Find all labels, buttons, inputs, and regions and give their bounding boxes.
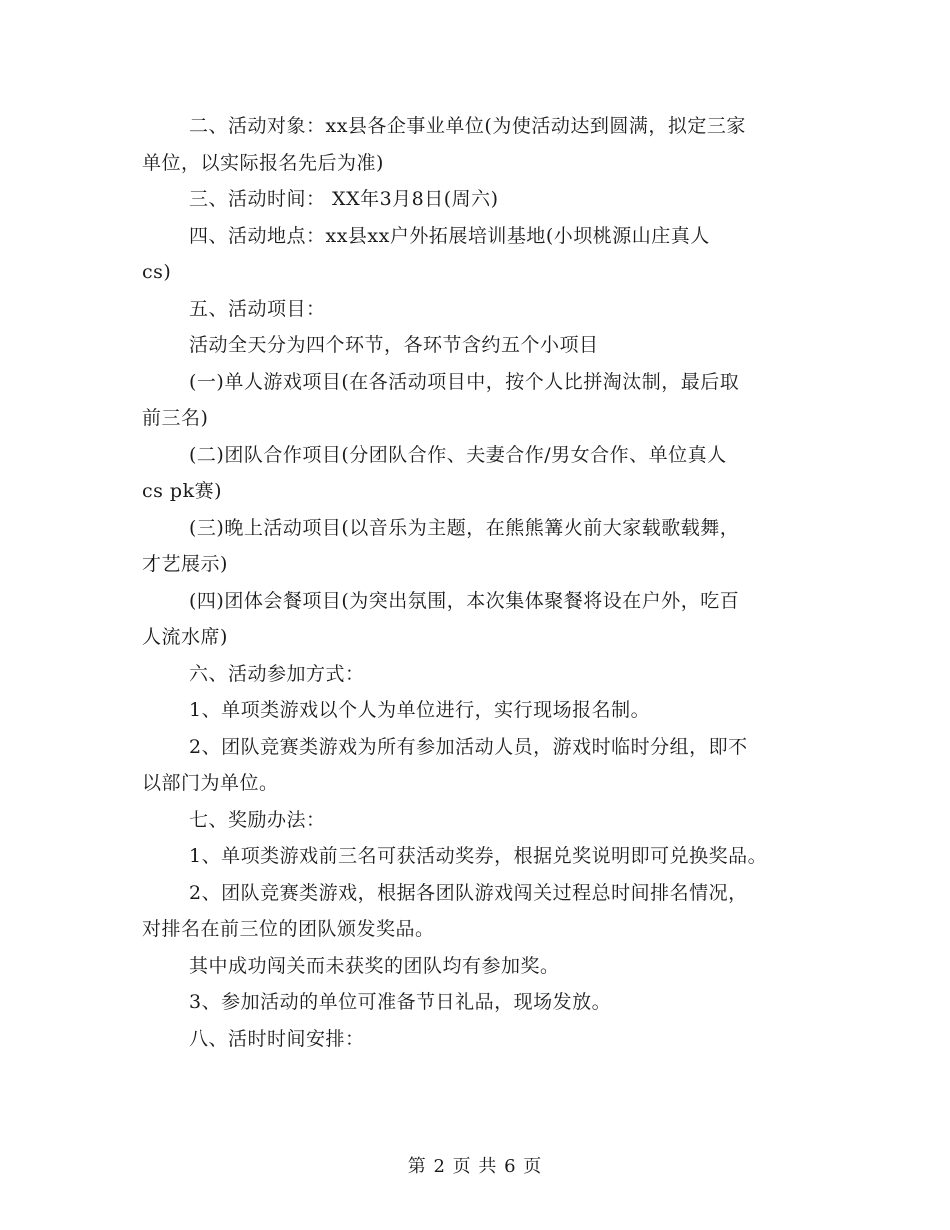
paragraph-line: 1、单项类游戏以个人为单位进行，实行现场报名制。 bbox=[189, 699, 651, 721]
paragraph-line: 七、奖励办法： bbox=[189, 808, 326, 831]
paragraph bbox=[142, 583, 822, 656]
paragraph bbox=[142, 364, 822, 437]
paragraph bbox=[142, 218, 822, 291]
paragraph bbox=[142, 838, 822, 875]
paragraph-line: 活动全天分为四个环节，各环节含约五个小项目 bbox=[189, 334, 599, 356]
paragraph bbox=[142, 984, 822, 1021]
paragraph-line: 四、活动地点：xx县xx户外拓展培训基地(小坝桃源山庄真人 bbox=[189, 224, 710, 247]
paragraph-line: 二、活动对象：xx县各企事业单位(为使活动达到圆满，拟定三家 bbox=[189, 115, 746, 137]
document-body bbox=[142, 108, 822, 1057]
paragraph-line: 1、单项类游戏前三名可获活动奖券，根据兑奖说明即可兑换奖品。 bbox=[189, 845, 768, 867]
paragraph bbox=[142, 327, 822, 364]
paragraph bbox=[142, 108, 822, 181]
paragraph bbox=[142, 437, 822, 510]
paragraph-line-continued: 以部门为单位。 bbox=[142, 772, 279, 794]
paragraph bbox=[142, 875, 822, 948]
paragraph-line: 三、活动时间： XX年3月8日(周六) bbox=[189, 188, 499, 210]
paragraph-line-continued: cs) bbox=[142, 261, 172, 283]
paragraph-line-continued: 单位，以实际报名先后为准) bbox=[142, 151, 384, 174]
paragraph bbox=[142, 181, 822, 218]
paragraph-line: 六、活动参加方式： bbox=[189, 662, 365, 685]
paragraph-line: 2、团队竞赛类游戏为所有参加活动人员，游戏时临时分组，即不 bbox=[189, 735, 748, 758]
paragraph bbox=[142, 1021, 822, 1058]
paragraph-line: (二)团队合作项目(分团队合作、夫妻合作/男女合作、单位真人 bbox=[189, 443, 727, 466]
paragraph-line: (四)团体会餐项目(为突出氛围，本次集体聚餐将设在户外，吃百 bbox=[189, 589, 740, 612]
paragraph-line: 其中成功闯关而未获奖的团队均有参加奖。 bbox=[189, 954, 560, 977]
paragraph-line-continued: 人流水席) bbox=[142, 626, 228, 648]
paragraph-line-continued: 对排名在前三位的团队颁发奖品。 bbox=[142, 918, 435, 940]
paragraph bbox=[142, 656, 822, 693]
paragraph bbox=[142, 510, 822, 583]
paragraph-line: 八、活时时间安排： bbox=[189, 1027, 365, 1050]
paragraph bbox=[142, 948, 822, 985]
paragraph-line-continued: 才艺展示) bbox=[142, 553, 228, 575]
paragraph bbox=[142, 291, 822, 328]
paragraph-line: (三)晚上活动项目(以音乐为主题，在熊熊篝火前大家载歌载舞， bbox=[189, 516, 740, 539]
paragraph-line: 3、参加活动的单位可准备节日礼品，现场发放。 bbox=[189, 991, 612, 1013]
paragraph-line: 2、团队竞赛类游戏，根据各团队游戏闯关过程总时间排名情况， bbox=[189, 881, 748, 904]
paragraph-line-continued: 前三名) bbox=[142, 407, 209, 429]
paragraph bbox=[142, 729, 822, 802]
paragraph-line: (一)单人游戏项目(在各活动项目中，按个人比拼淘汰制，最后取 bbox=[189, 370, 740, 393]
page-footer: 第 2 页 共 6 页 bbox=[407, 1156, 543, 1177]
paragraph-line: 五、活动项目： bbox=[189, 297, 326, 320]
paragraph bbox=[142, 692, 822, 729]
paragraph bbox=[142, 802, 822, 839]
paragraph-line-continued: cs pk赛) bbox=[142, 480, 223, 502]
